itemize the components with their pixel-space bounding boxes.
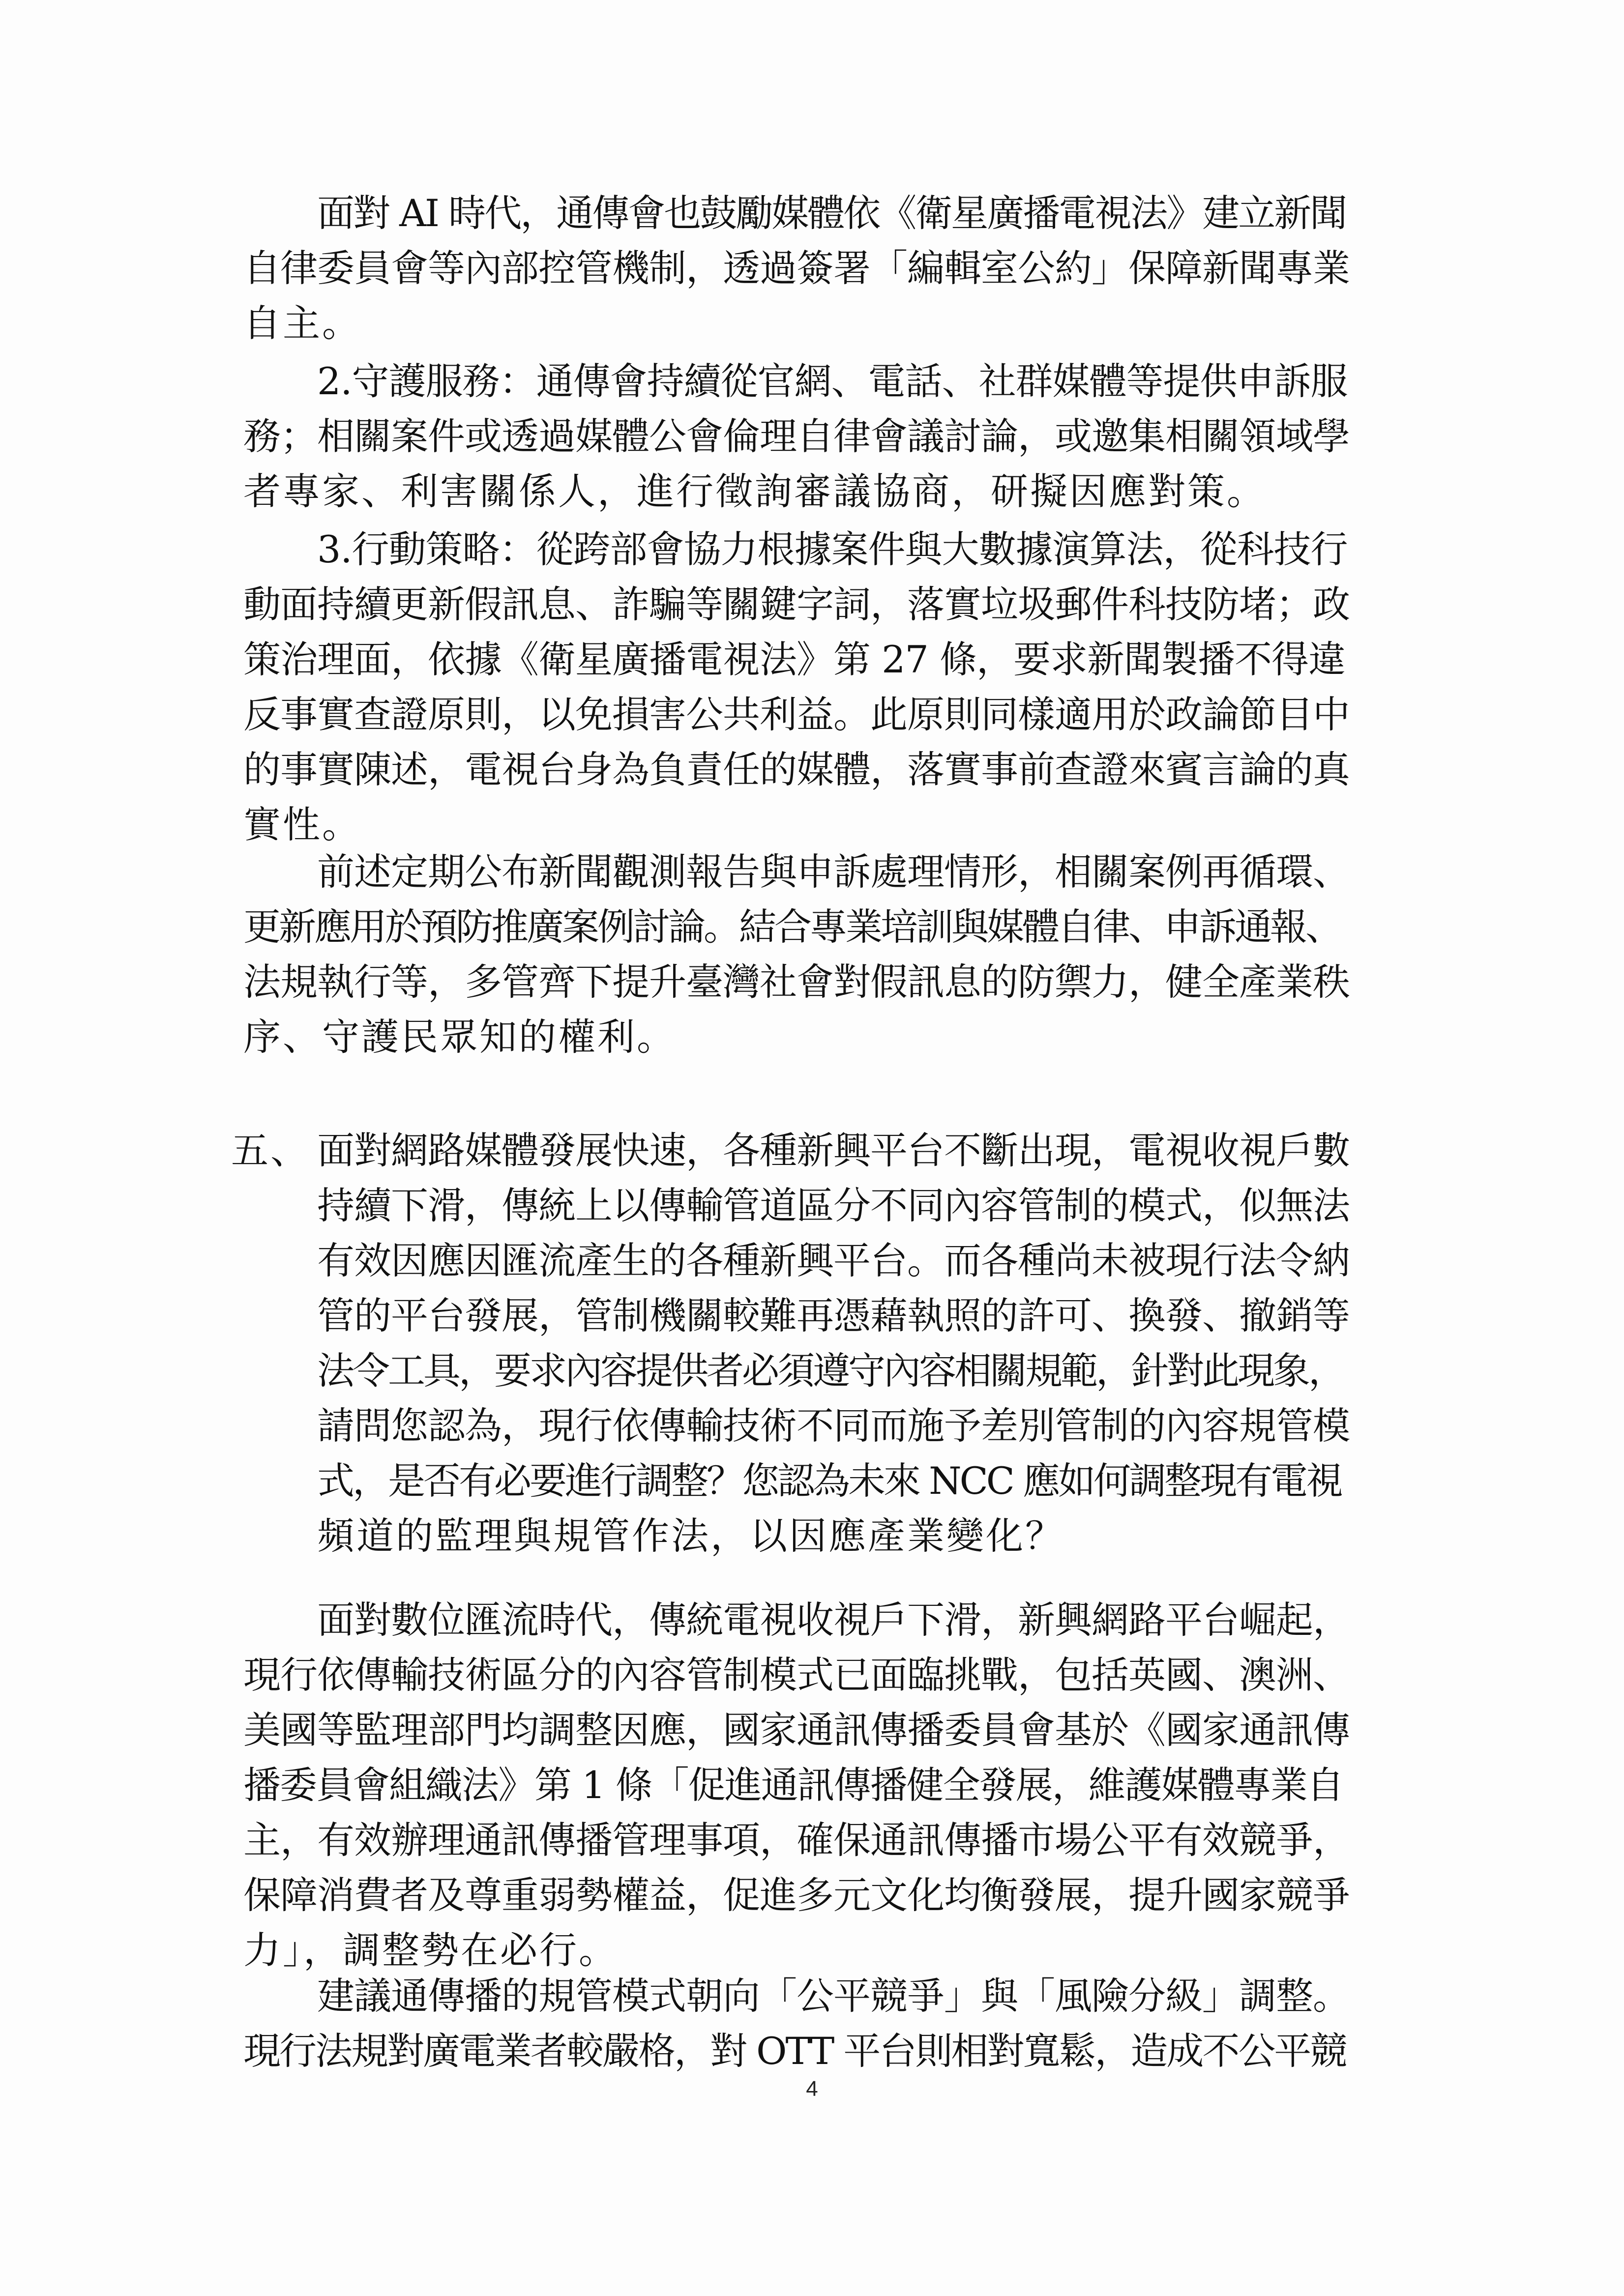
paragraph-guardian-service xyxy=(243,354,1350,519)
paragraph-line: 力」，調整勢在必行。 xyxy=(243,1928,618,1972)
question-line: 式，是否有必要進行調整？您認為未來 NCC 應如何調整現有電視 xyxy=(317,1459,1342,1503)
paragraph-line: 序、守護民眾知的權利。 xyxy=(243,1015,676,1059)
paragraph-line: 保障消費者及尊重弱勢權益，促進多元文化均衡發展，提升國家競爭 xyxy=(243,1873,1350,1917)
question-text xyxy=(317,1123,1350,1564)
paragraph-line: 前述定期公布新聞觀測報告與申訴處理情形，相關案例再循環、 xyxy=(317,850,1350,894)
paragraph-ai-self-regulation xyxy=(243,186,1350,351)
paragraph-line: 務；相關案件或透過媒體公會倫理自律會議討論，或邀集相關領域學 xyxy=(243,414,1350,458)
paragraph-line: 者專家、利害關係人，進行徵詢審議協商，研擬因應對策。 xyxy=(243,469,1266,513)
paragraph-line: 主，有效辦理通訊傳播管理事項，確保通訊傳播市場公平有效競爭， xyxy=(243,1818,1350,1862)
paragraph-line: 現行法規對廣電業者較嚴格，對 OTT 平台則相對寬鬆，造成不公平競 xyxy=(243,2029,1346,2073)
paragraph-line: 自律委員會等內部控管機制，透過簽署「編輯室公約」保障新聞專業 xyxy=(243,246,1350,290)
question-line: 面對網路媒體發展快速，各種新興平台不斷出現，電視收視戶數 xyxy=(317,1129,1350,1172)
paragraph-line: 反事實查證原則，以免損害公共利益。此原則同樣適用於政論節目中 xyxy=(243,693,1350,736)
paragraph-regulatory-model xyxy=(243,1969,1350,2079)
paragraph-line: 更新應用於預防推廣案例討論。結合專業培訓與媒體自律、申訴通報、 xyxy=(243,905,1341,949)
paragraph-line: 現行依傳輸技術區分的內容管制模式已面臨挑戰，包括英國、澳洲、 xyxy=(243,1653,1350,1697)
paragraph-line: 建議通傳播的規管模式朝向「公平競爭」與「風險分級」調整。 xyxy=(317,1974,1350,2018)
question-line: 請問您認為，現行依傳輸技術不同而施予差別管制的內容規管模 xyxy=(317,1404,1350,1448)
paragraph-line: 策治理面，依據《衛星廣播電視法》第 27 條，要求新聞製播不得違 xyxy=(243,638,1346,681)
question-line: 頻道的監理與規管作法，以因應產業變化？ xyxy=(317,1514,1064,1558)
paragraph-line: 面對 AI 時代，通傳會也鼓勵媒體依《衛星廣播電視法》建立新聞 xyxy=(317,191,1346,235)
paragraph-line: 面對數位匯流時代，傳統電視收視戶下滑，新興網路平台崛起， xyxy=(317,1598,1350,1642)
question-line: 持續下滑，傳統上以傳輸管道區分不同內容管制的模式，似無法 xyxy=(317,1184,1350,1227)
paragraph-line: 3.行動策略：從跨部會協力根據案件與大數據演算法，從科技行 xyxy=(317,527,1348,571)
paragraph-line: 的事實陳述，電視台身為負責任的媒體，落實事前查證來賓言論的真 xyxy=(243,748,1350,791)
paragraph-line: 美國等監理部門均調整因應，國家通訊傳播委員會基於《國家通訊傳 xyxy=(243,1708,1350,1752)
paragraph-digital-convergence xyxy=(243,1593,1350,1978)
paragraph-line: 自主。 xyxy=(243,301,361,345)
paragraph-summary xyxy=(243,844,1350,1065)
page-number: 4 xyxy=(806,2077,818,2101)
question-number: 五、 xyxy=(231,1129,310,1172)
paragraph-line: 實性。 xyxy=(243,803,361,846)
question-line: 管的平台發展，管制機關較難再憑藉執照的許可、換發、撤銷等 xyxy=(317,1294,1350,1337)
paragraph-line: 播委員會組織法》第 1 條「促進通訊傳播健全發展，維護媒體專業自 xyxy=(243,1763,1343,1807)
paragraph-line: 法規執行等，多管齊下提升臺灣社會對假訊息的防禦力，健全產業秩 xyxy=(243,960,1350,1004)
question-line: 有效因應因匯流產生的各種新興平台。而各種尚未被現行法令納 xyxy=(317,1239,1350,1282)
paragraph-line: 動面持續更新假訊息、詐騙等關鍵字詞，落實垃圾郵件科技防堵；政 xyxy=(243,582,1350,626)
paragraph-line: 2.守護服務：通傳會持續從官網、電話、社群媒體等提供申訴服 xyxy=(317,359,1348,403)
question-line: 法令工具，要求內容提供者必須遵守內容相關規範，針對此現象， xyxy=(317,1349,1344,1393)
paragraph-action-strategy xyxy=(243,522,1350,852)
